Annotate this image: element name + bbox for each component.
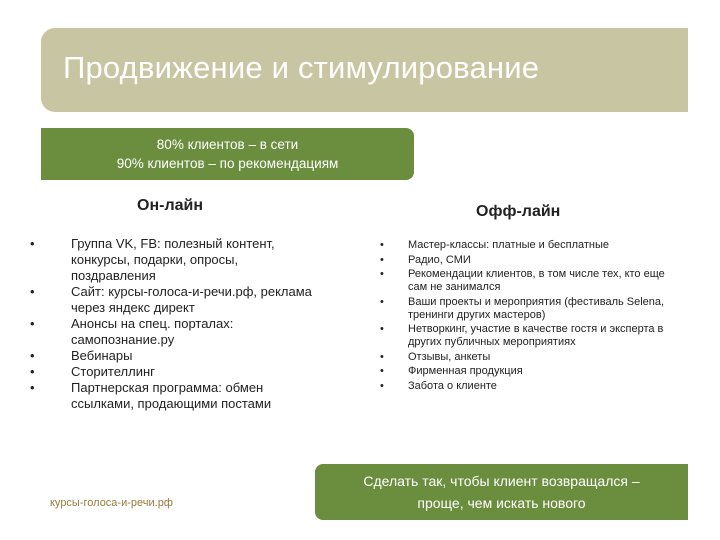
footer-site-link[interactable]: курсы-голоса-и-речи.рф — [50, 497, 173, 509]
bullet-icon: • — [380, 350, 384, 363]
stats-line-2: 90% клиентов – по рекомендациям — [116, 156, 339, 171]
online-heading: Он-лайн — [137, 197, 203, 214]
stats-box — [41, 128, 414, 180]
slogan-line-1: Сделать так, чтобы клиент возвращался – — [363, 473, 640, 489]
list-item-text: Забота о клиенте — [408, 380, 497, 393]
slide-title: Продвижение и стимулирование — [63, 50, 540, 85]
list-item — [30, 348, 320, 364]
list-item — [380, 323, 680, 348]
list-item — [380, 296, 680, 321]
list-item-text: Партнерская программа: обмен ссылками, продающими постами — [71, 380, 272, 411]
bullet-icon: • — [30, 316, 35, 331]
list-item-text: Отзывы, анкеты — [408, 350, 491, 363]
list-item — [30, 364, 320, 380]
bullet-icon: • — [30, 284, 35, 299]
bullet-icon: • — [380, 380, 384, 393]
list-item-text: Рекомендации клиентов, в том числе тех, кто еще сам не занимался — [408, 268, 665, 294]
list-item — [30, 236, 320, 284]
bullet-icon: • — [30, 348, 35, 363]
list-item — [380, 365, 680, 378]
bullet-icon: • — [380, 365, 384, 378]
offline-heading: Офф-лайн — [476, 203, 561, 220]
list-item-text: Вебинары — [71, 348, 133, 363]
list-item-text: Ваши проекты и мероприятия (фестиваль Selena, тренинги других мастеров) — [408, 295, 665, 321]
list-item — [380, 268, 680, 293]
list-item-text: Фирменная продукция — [408, 365, 523, 378]
list-item — [30, 284, 320, 316]
list-item-text: Нетворкинг, участие в качестве гостя и эксперта в других публичных мероприятиях — [408, 323, 664, 348]
bullet-icon: • — [30, 364, 35, 379]
bullet-icon: • — [380, 295, 384, 308]
slogan-box — [315, 464, 688, 520]
online-list — [30, 236, 320, 412]
bullet-icon: • — [380, 253, 384, 266]
bullet-icon: • — [380, 239, 384, 251]
list-item — [380, 254, 680, 267]
list-item — [380, 380, 680, 393]
list-item — [380, 239, 680, 252]
list-item-text: Анонсы на спец. порталах: самопознание.ру — [71, 316, 234, 347]
list-item-text: Радио, СМИ — [408, 253, 471, 266]
offline-list — [380, 239, 680, 395]
bullet-icon: • — [380, 268, 384, 281]
list-item-text: Сайт: курсы-голоса-и-речи.рф, реклама через яндекс директ — [71, 284, 312, 315]
slogan-line-2: проще, чем искать нового — [417, 495, 586, 511]
list-item-text: Сторителлинг — [71, 364, 155, 379]
bullet-icon: • — [30, 380, 35, 395]
list-item — [30, 316, 320, 348]
list-item-text: Мастер-классы: платные и бесплатные — [408, 239, 610, 251]
bullet-icon: • — [380, 323, 384, 336]
stats-line-1: 80% клиентов – в сети — [156, 137, 299, 152]
list-item — [30, 380, 320, 412]
list-item — [380, 351, 680, 364]
bullet-icon: • — [30, 236, 35, 251]
list-item-text: Группа VK, FB: полезный контент, конкурсы, подарки, опросы, поздравления — [71, 236, 275, 283]
